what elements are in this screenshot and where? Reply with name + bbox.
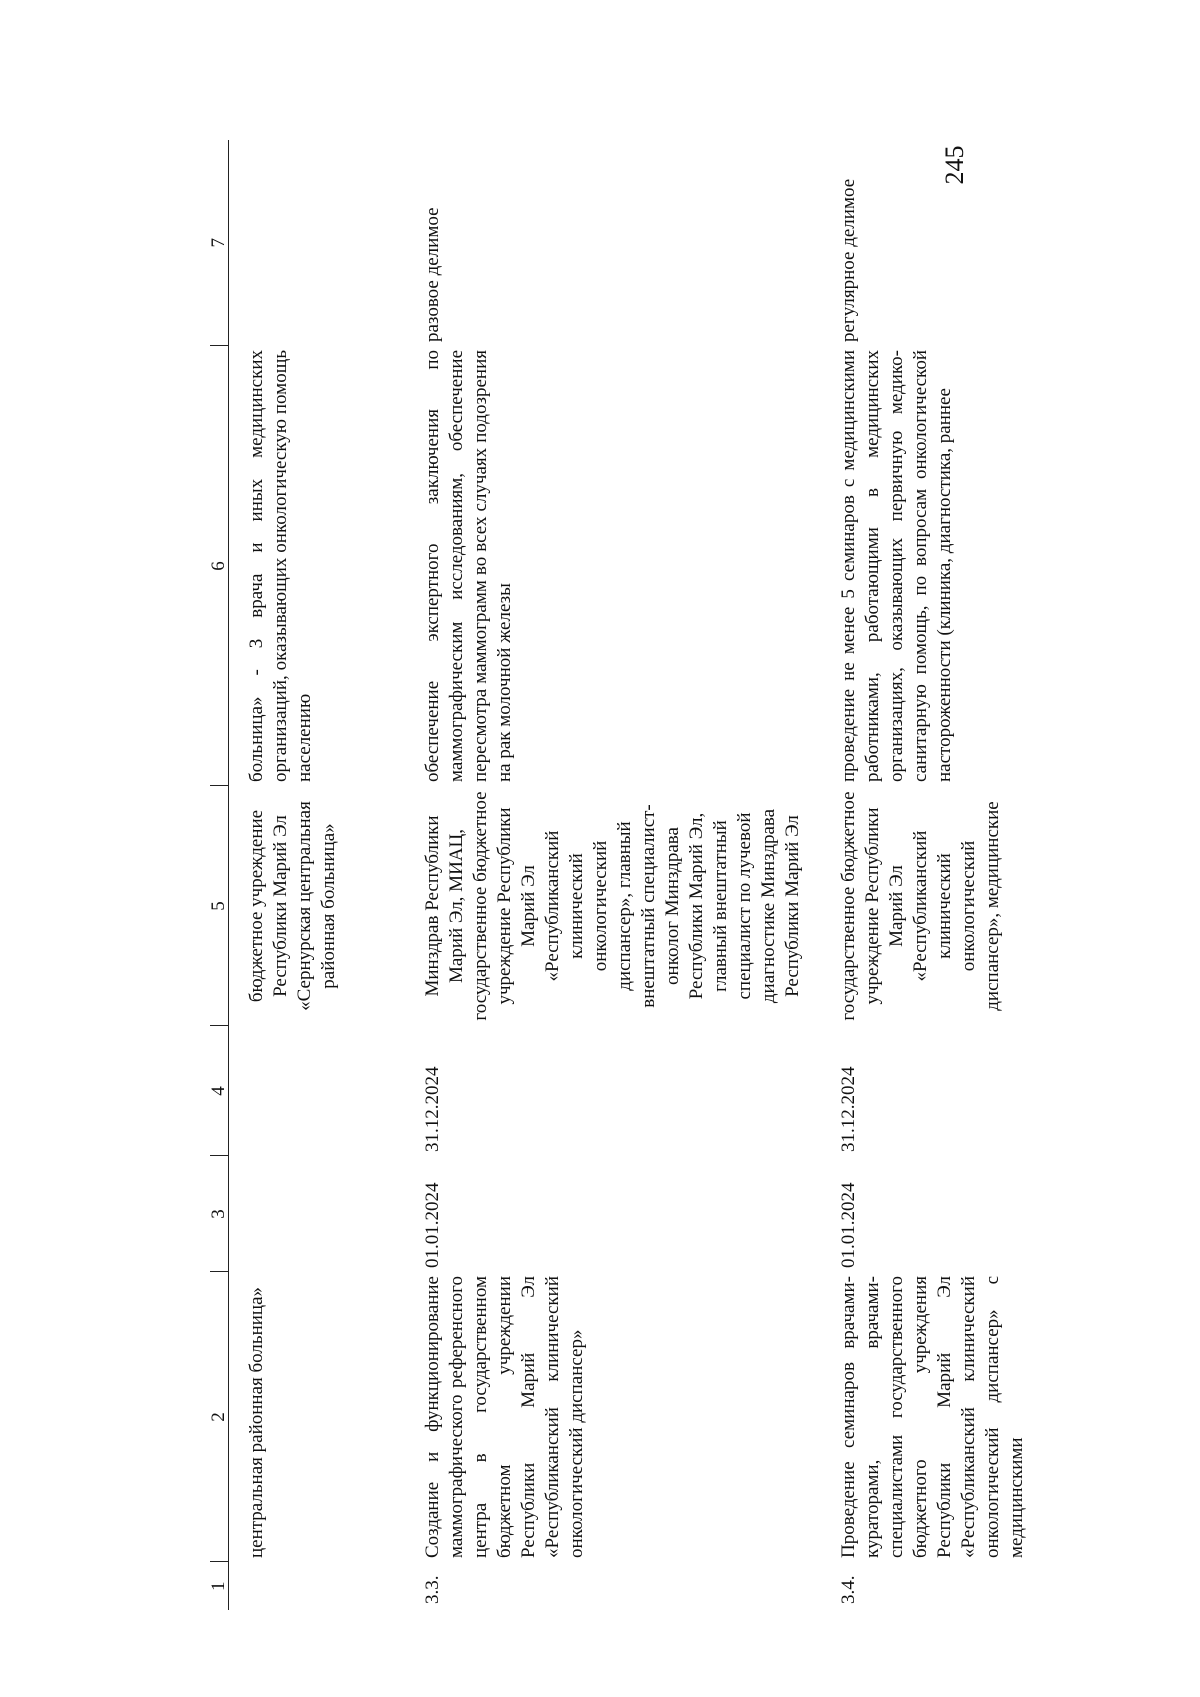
table-row bbox=[821, 140, 1029, 1610]
event-name: Проведение семинаров врачами-кураторами, врачами-специалистами государственного бюджетного учреждения Республики Марий Эл «Республиканский клинический онкологический диспансер» с медицинскими bbox=[838, 1276, 1027, 1558]
event-type: регулярное делимое bbox=[838, 178, 859, 342]
row-number bbox=[229, 1562, 406, 1610]
header-col-2: 2 bbox=[210, 1272, 229, 1562]
end-date: 31.12.2024 bbox=[422, 1066, 443, 1152]
header-col-1: 1 bbox=[210, 1562, 229, 1610]
page-number: 245 bbox=[940, 145, 969, 185]
header-col-4: 4 bbox=[210, 1026, 229, 1156]
event-name: Создание и функционирование маммографического референсного центра в государственном бюджетном учреждении Республики Марий Эл «Республиканский клинический онкологический диспансер» bbox=[422, 1276, 587, 1558]
event-type: разовое делимое bbox=[422, 207, 443, 342]
responsible: Минздрав Республики Марий Эл, МИАЦ, государственное бюджетное учреждение Республики Марий Эл «Республиканский клинический онкологический диспансер», главный внештатный специалист-онколог Минздрава Республики Марий Эл, главный внештатный специалист по лучевой диагностике Минздрава Республики Марий Эл bbox=[422, 791, 803, 1021]
end-date: 31.12.2024 bbox=[838, 1066, 859, 1152]
start-date: 01.01.2024 bbox=[838, 1182, 859, 1268]
header-col-6: 6 bbox=[210, 346, 229, 786]
table-header-row bbox=[210, 140, 229, 1610]
event-type bbox=[229, 140, 406, 346]
header-col-7: 7 bbox=[210, 140, 229, 346]
events-table bbox=[210, 140, 1029, 1610]
event-name: центральная районная больница» bbox=[246, 1286, 267, 1558]
responsible: бюджетное учреждение Республики Марий Эл «Сернурская центральная районная больница» bbox=[246, 801, 339, 1011]
result: больница» - 3 врача и иных медицинских организаций, оказывающих онкологическую помощь населению bbox=[246, 350, 315, 782]
row-number: 3.4. bbox=[838, 1575, 859, 1604]
row-number: 3.3. bbox=[422, 1575, 443, 1604]
table-row bbox=[405, 140, 821, 1610]
end-date bbox=[229, 1026, 406, 1156]
responsible: государственное бюджетное учреждение Республики Марий Эл «Республиканский клинический онкологический диспансер», медицинские bbox=[838, 791, 1003, 1021]
start-date: 01.01.2024 bbox=[422, 1182, 443, 1268]
result: обеспечение экспертного заключения по маммографическим исследованиям, обеспечение пересмотра маммограмм во всех случаях подозрения на рак молочной железы bbox=[422, 350, 515, 782]
header-col-3: 3 bbox=[210, 1156, 229, 1272]
header-col-5: 5 bbox=[210, 786, 229, 1026]
table-row bbox=[229, 140, 406, 1610]
start-date bbox=[229, 1156, 406, 1272]
rotated-table-wrapper bbox=[210, 140, 1080, 1610]
result: проведение не менее 5 семинаров с медицинскими работниками, работающими в медицинских организациях, оказывающих первичную медико-санитарную помощь, по вопросам онкологической настороженности (клиника, диагностика, раннее bbox=[838, 350, 955, 782]
